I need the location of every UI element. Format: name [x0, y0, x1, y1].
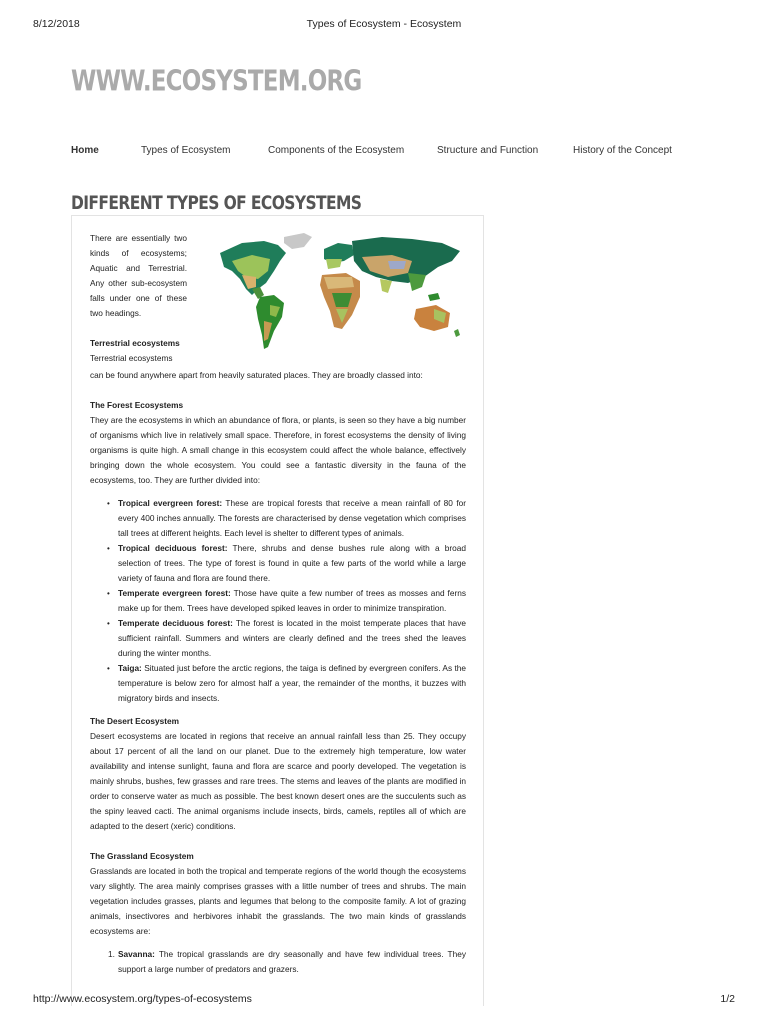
grassland-types-list [90, 947, 466, 977]
world-ecosystem-map [212, 231, 466, 355]
intro-section [90, 231, 466, 368]
nav-structure-function[interactable]: Structure and Function [437, 145, 539, 156]
nav-types-of-ecosystem[interactable]: Types of Ecosystem [141, 145, 231, 156]
terrestrial-heading: Terrestrial ecosystems [90, 338, 180, 348]
list-item: • Temperate deciduous forest: The forest is located in the moist temperate places that have sufficient rainfall. Summers and winters are clearly defined and the trees shed the leaves during the winter months. [118, 616, 466, 661]
forest-paragraph: They are the ecosystems in which an abundance of flora, or plants, is seen so they have a big number of organisms which live in relatively small space. Therefore, in forest ecosystems the density of living organisms is quite high. A small change in this ecosystem could affect the whole balance, effectively bringing down the whole ecosystem. You could see a fantastic diversity in the fauna of the ecosystems, too. They are further divided into: [90, 415, 466, 485]
nav-components[interactable]: Components of the Ecosystem [268, 145, 405, 156]
forest-types-list [90, 496, 466, 706]
intro-paragraph: There are essentially two kinds of ecosystems; Aquatic and Terrestrial. Any other sub-ecosystem falls under one of these two headings. [90, 233, 187, 318]
nav-home[interactable]: Home [71, 145, 99, 156]
article-box [71, 215, 484, 1006]
site-logo[interactable]: WWW.ECOSYSTEM.ORG [71, 66, 362, 98]
list-item: • Tropical deciduous forest: There, shrubs and dense bushes rule along with a broad selection of trees. The type of forest is found in quite a few parts of the world while a large variety of fauna and flora are found there. [118, 541, 466, 586]
desert-paragraph: Desert ecosystems are located in regions that receive an annual rainfall less than 25. They occupy about 17 percent of all the land on our planet. Due to the extremely high temperature, low water availability and intense sunlight, fauna and flora are scarce and poorly developed. The vegetation is mainly shrubs, bushes, few grasses and rare trees. The stems and leaves of the plants are modified in order to conserve water as much as possible. The best known desert ones are the succulents such as the spiny leaved cacti. The animal organisms include insects, birds, camels, reptiles all of which are adapted to the desert (xeric) conditions. [90, 731, 466, 831]
terrestrial-text-a: Terrestrial ecosystems [90, 353, 173, 363]
page-title: DIFFERENT TYPES OF ECOSYSTEMS [71, 192, 362, 214]
forest-heading: The Forest Ecosystems [90, 400, 184, 410]
list-item: • Tropical evergreen forest: These are tropical forests that receive a mean rainfall of 80 for every 400 inches annually. The forests are characterised by dense vegetation which comprises tall trees at different heights. Each level is shelter to different types of animals. [118, 496, 466, 541]
print-title: Types of Ecosystem - Ecosystem [306, 18, 462, 30]
grassland-paragraph: Grasslands are located in both the tropical and temperate regions of the world though the ecosystems vary slightly. The area mainly comprises grasses with a little number of trees and shrubs. The main vegetation includes grasses, plants and legumes that belong to the composite family. A lot of grazing animals, insectivores and herbivores inhabit the grasslands. The two main kinds of grasslands ecosystems are: [90, 866, 466, 936]
list-item: • Temperate evergreen forest: Those have quite a few number of trees as mosses and ferns make up for them. Trees have developed spiked leaves in order to minimize transpiration. [118, 586, 466, 616]
print-url: http://www.ecosystem.org/types-of-ecosystems [33, 993, 252, 1005]
article-body [90, 231, 466, 977]
grassland-heading: The Grassland Ecosystem [90, 851, 194, 861]
desert-heading: The Desert Ecosystem [90, 716, 180, 726]
print-page-number: 1/2 [720, 993, 735, 1005]
list-item: 1. Savanna: The tropical grasslands are dry seasonally and have few individual trees. They support a large number of predators and grazers. [108, 949, 466, 974]
print-date: 8/12/2018 [33, 18, 80, 30]
nav-history[interactable]: History of the Concept [573, 145, 672, 156]
terrestrial-text-b: can be found anywhere apart from heavily saturated places. They are broadly classed into: [90, 370, 423, 380]
list-item: • Taiga: Situated just before the arctic regions, the taiga is defined by evergreen conifers. As the temperature is below zero for almost half a year, the remainder of the months, it buzzes with migratory birds and insects. [118, 661, 466, 706]
